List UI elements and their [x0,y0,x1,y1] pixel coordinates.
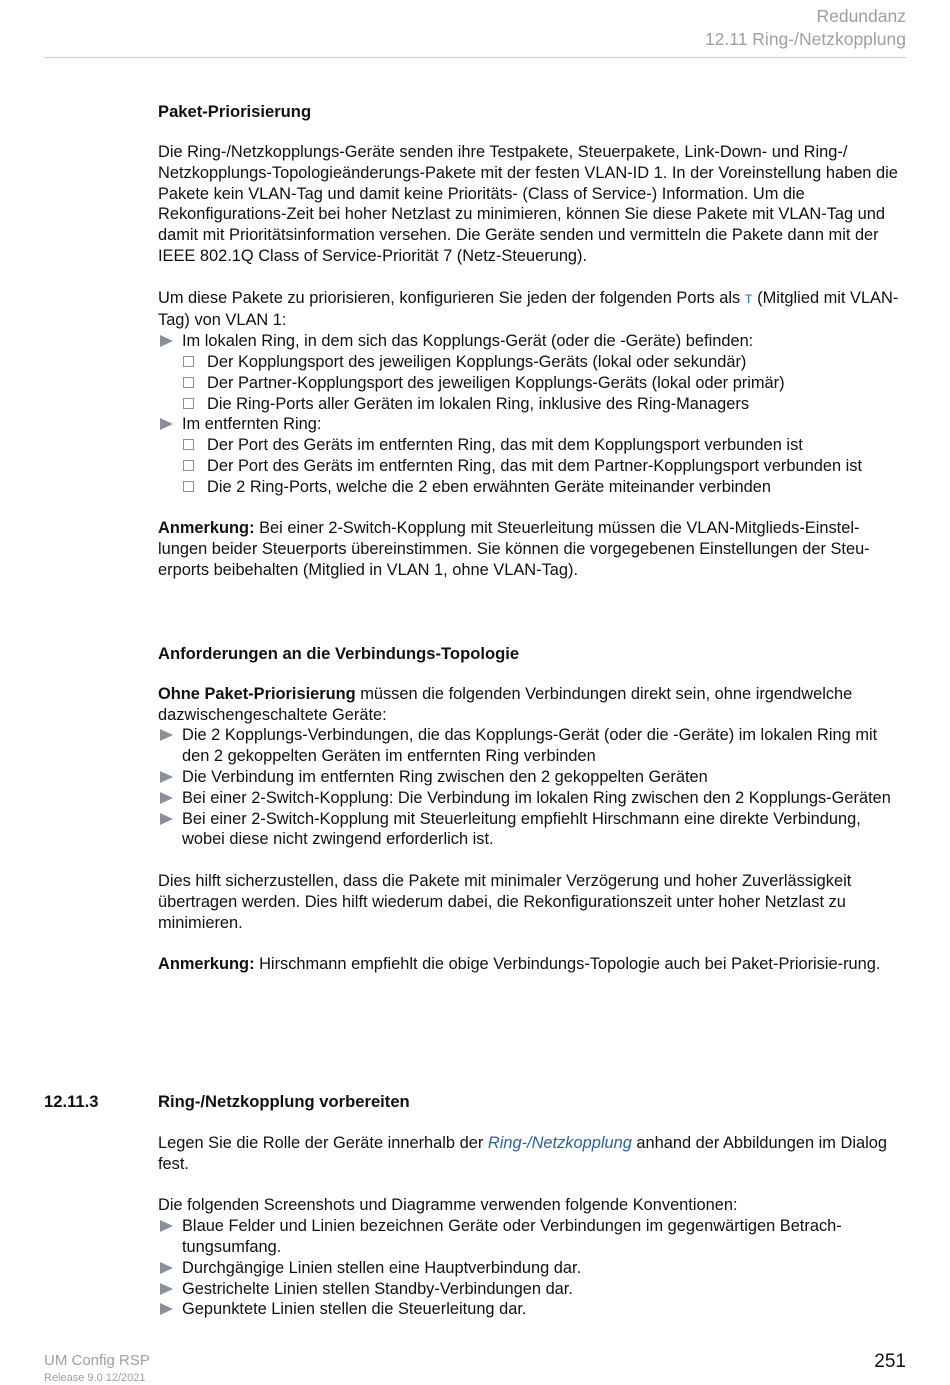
header-chapter: Redundanz [816,6,906,26]
list-item-text: Im lokalen Ring, in dem sich das Kopplungs-Gerät (oder die -Geräte) befinden: [182,332,754,351]
paragraph-ports [158,288,908,332]
list-item [158,414,908,435]
bullet-square-icon [183,460,194,471]
list-item [158,435,908,456]
paragraph-zuverlaessigkeit: Dies hilft sicherzustellen, dass die Pakete mit minimaler Verzögerung und hoher Zuverlässigkeit übertragen werden. Dies hilft wiederum dabei, die Rekonfigurationszeit unter hoher Netzlast zu minimieren. [158,871,852,932]
paragraph-rolle-text-b: anhand der Abbildungen im Dialog fest. [158,1134,887,1173]
note-label: Anmerkung: [158,519,255,538]
note-topologie [158,954,908,975]
header-rule [44,57,906,58]
list-item-text: Die Ring-Ports aller Geräten im lokalen Ring, inklusive des Ring-Managers [207,394,750,413]
list-item-text: Bei einer 2-Switch-Kopplung mit Steuerleitung empfiehlt Hirschmann eine direkte Verbindung, wobei diese nicht zwingend erforderlich ist. [182,809,861,849]
list-item [158,809,908,851]
heading-paket-priorisierung: Paket-Priorisierung [158,102,312,121]
list-item [158,331,908,352]
bullet-triangle-icon [160,729,173,741]
bullet-square-icon [183,377,194,388]
list-item-text: Der Port des Geräts im entfernten Ring, das mit dem Kopplungsport verbunden ist [207,436,803,455]
list-item-text: Blaue Felder und Linien bezeichnen Geräte oder Verbindungen im gegenwärtigen Betrach-tungsumfang. [182,1217,842,1256]
list-item-text: Die Verbindung im entfernten Ring zwischen den 2 gekoppelten Geräten [182,767,708,786]
list-item [158,477,908,498]
list-item-text: Gepunktete Linien stellen die Steuerleitung dar. [182,1300,527,1319]
note-steuerleitung [158,518,908,580]
bullet-square-icon [183,356,194,367]
list-item [158,725,908,767]
bullet-triangle-icon [160,1283,173,1295]
bullet-square-icon [183,481,194,492]
list-item [158,456,908,477]
note-text: Bei einer 2-Switch-Kopplung mit Steuerleitung müssen die VLAN-Mitglieds-Einstel-lungen beider Steuerports übereinstimmen. Sie können die vorgegebenen Einstellungen der Steu-erports beibehalten (Mitglied in VLAN 1, ohne VLAN-Tag). [158,519,870,579]
list-item [158,1216,908,1258]
list-item [158,788,908,809]
connection-list [158,725,908,850]
list-item [158,394,908,415]
list-item-text: Gestrichelte Linien stellen Standby-Verbindungen dar. [182,1279,573,1298]
bullet-square-icon [183,439,194,450]
list-item-text: Durchgängige Linien stellen eine Hauptverbindung dar. [182,1258,582,1277]
list-item [158,1299,908,1320]
section-number: 12.11.3 [44,1092,99,1111]
paragraph-rolle-text-a: Legen Sie die Rolle der Geräte innerhalb der [158,1134,488,1152]
list-item [158,1258,908,1279]
paragraph-ports-text-a: Um diese Pakete zu priorisieren, konfigurieren Sie jeden der folgenden Ports als [158,288,745,307]
list-item-text: Bei einer 2-Switch-Kopplung: Die Verbindung im lokalen Ring zwischen den 2 Kopplungs-Geräten [182,788,891,807]
list-item [158,1279,908,1300]
footer-doc-title: UM Config RSP [44,1352,150,1369]
bold-lead: Ohne Paket-Priorisierung [158,684,356,703]
paragraph-topologie [158,684,908,726]
note-label: Anmerkung: [158,955,255,974]
list-item [158,373,908,394]
list-item-text: Im entfernten Ring: [182,415,322,434]
bullet-triangle-icon [160,792,173,804]
footer-release: Release 9.0 12/2021 [44,1372,146,1384]
list-item [158,767,908,788]
bullet-triangle-icon [160,418,173,430]
bullet-triangle-icon [160,1262,173,1274]
bullet-triangle-icon [160,1303,173,1315]
paragraph-ports-text-b: (Mitglied mit VLAN-Tag) von VLAN 1: [158,288,899,330]
list-item-text: Die 2 Ring-Ports, welche die 2 eben erwähnten Geräte miteinander verbinden [207,477,771,496]
heading-topologie: Anforderungen an die Verbindungs-Topologie [158,643,520,663]
dialog-link[interactable]: Ring-/Netzkopplung [487,1134,632,1152]
paragraph-topologie-text: müssen die folgenden Verbindungen direkt sein, ohne irgendwelche dazwischengeschaltete Geräte: [158,684,853,724]
list-item-text: Der Kopplungsport des jeweiligen Kopplungs-Geräts (lokal oder sekundär) [207,352,747,371]
vlan-tag-code: T [744,291,753,307]
list-item-text: Die 2 Kopplungs-Verbindungen, die das Kopplungs-Gerät (oder die -Geräte) im lokalen Ring mit den 2 gekoppelten Geräten im entfernten Ring verbinden [182,726,878,766]
paragraph-intro: Die Ring-/Netzkopplungs-Geräte senden ihre Testpakete, Steuerpakete, Link-Down- und Ring-/ Netzkopplungs-Topologieänderungs-Pakete mit der festen VLAN-ID 1. In der Voreinstellung haben die Pakete kein VLAN-Tag und damit keine Prioritäts- (Class of Service-) Information. Um die Rekonfigurations-Zeit bei hoher Netzlast zu minimieren, können Sie diese Pakete mit VLAN-Tag und damit mit Prioritätsinformation versehen. Die Geräte senden und vermitteln die Pakete dann mit der IEEE 802.1Q Class of Service-Priorität 7 (Netz-Steuerung). [158,143,898,265]
bullet-triangle-icon [160,335,173,347]
page-number: 251 [874,1351,906,1372]
section-body [158,1133,908,1320]
bullet-square-icon [183,398,194,409]
bullet-triangle-icon [160,771,173,783]
paragraph-konventionen: Die folgenden Screenshots und Diagramme verwenden folgende Konventionen: [158,1196,738,1215]
paragraph-rolle [158,1133,908,1175]
note-text: Hirschmann empfiehlt die obige Verbindungs-Topologie auch bei Paket-Priorisie-rung. [254,955,881,974]
port-list [158,331,908,497]
list-item-text: Der Port des Geräts im entfernten Ring, das mit dem Partner-Kopplungsport verbunden ist [207,456,863,475]
list-item-text: Der Partner-Kopplungsport des jeweiligen Kopplungs-Geräts (lokal oder primär) [207,373,785,392]
running-header [705,5,906,51]
page-content [158,101,908,975]
section-title: Ring-/Netzkopplung vorbereiten [158,1092,410,1111]
bullet-triangle-icon [160,1220,173,1232]
convention-list [158,1216,908,1320]
list-item [158,352,908,373]
bullet-triangle-icon [160,813,173,825]
header-section: 12.11 Ring-/Netzkopplung [704,29,906,49]
